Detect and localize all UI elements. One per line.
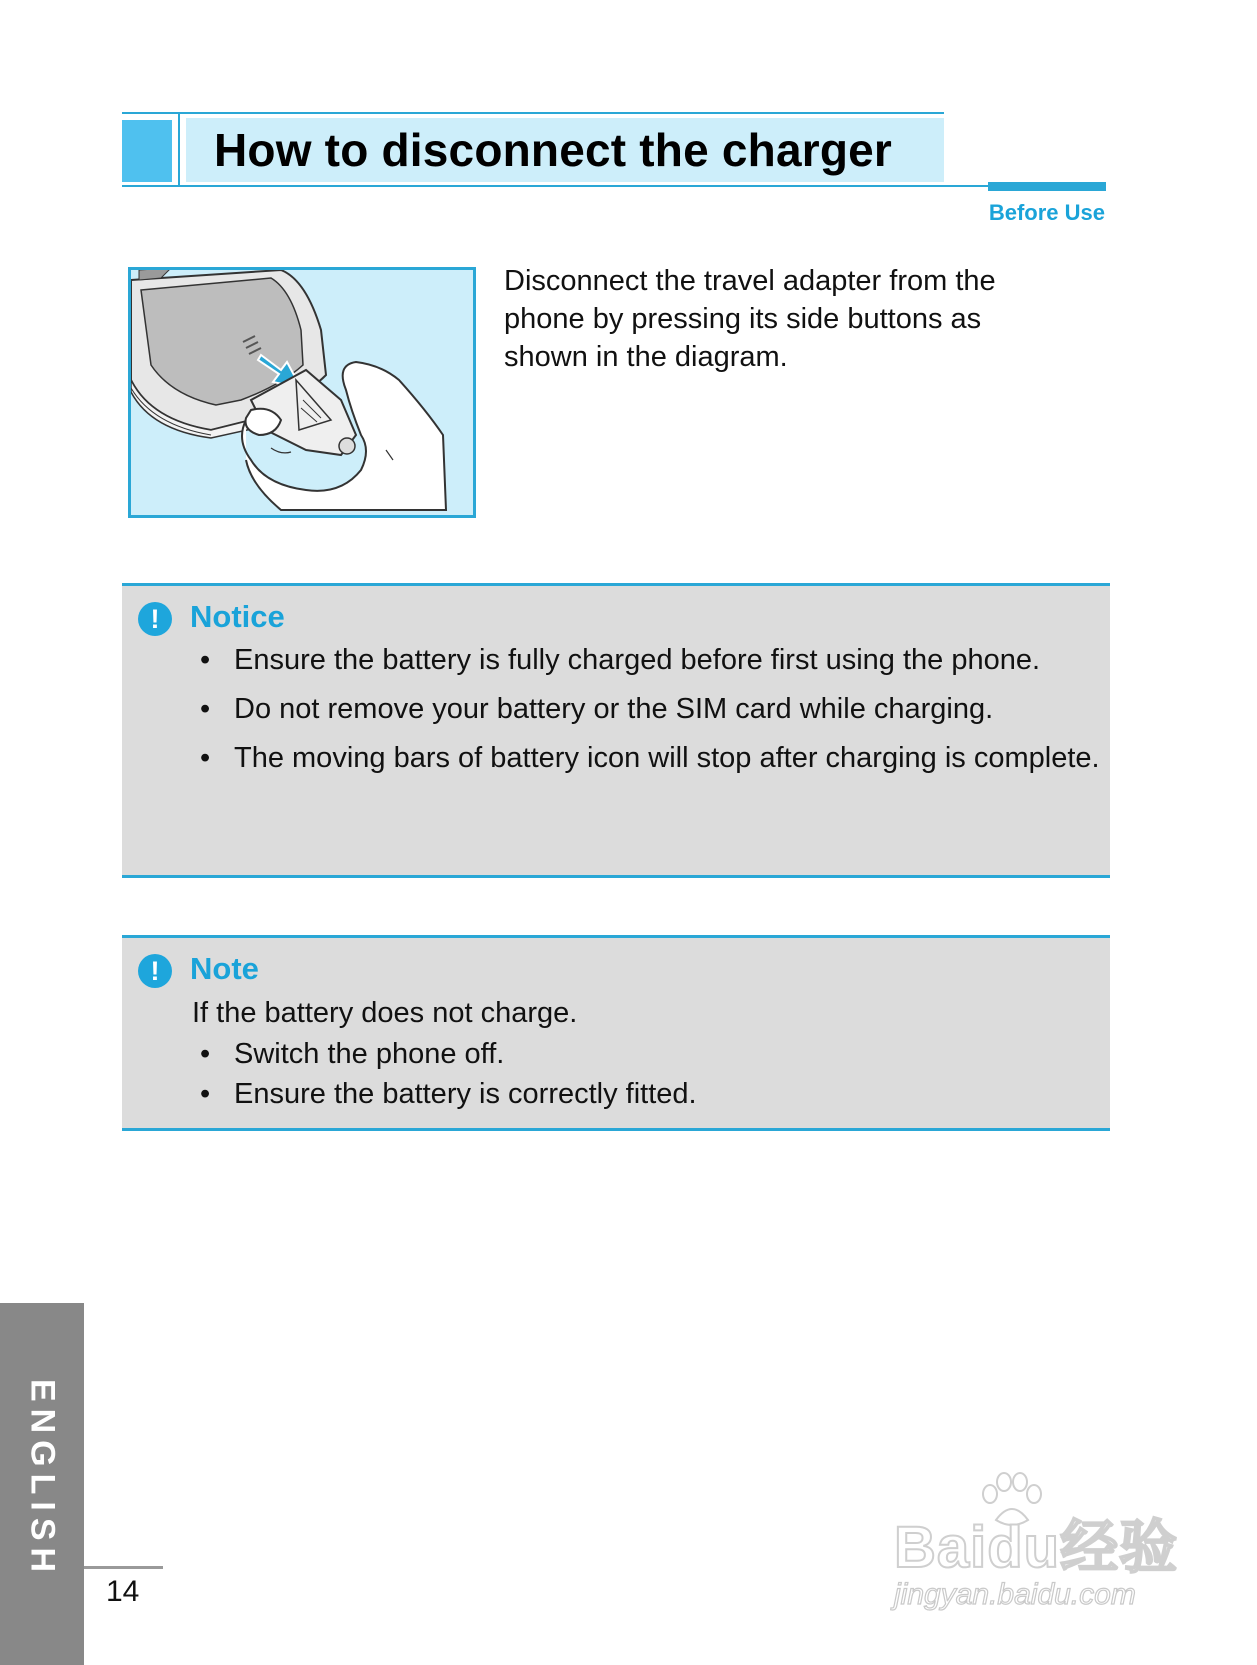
list-item: • The moving bars of battery icon will stop after charging is complete.	[200, 739, 1100, 777]
page-title: How to disconnect the charger	[214, 124, 893, 176]
language-side-tab	[0, 1303, 84, 1665]
title-divider	[178, 114, 180, 185]
title-top-rule	[122, 112, 944, 114]
watermark-brand: Baidu经验	[894, 1515, 1179, 1580]
title-accent-square	[122, 120, 172, 182]
notice-title: Notice	[190, 599, 285, 634]
exclamation-icon: !	[138, 602, 172, 636]
note-list	[200, 1034, 1100, 1114]
list-item: • Ensure the battery is correctly fitted.	[200, 1074, 1100, 1114]
section-label: Before Use	[988, 200, 1105, 225]
charger-disconnect-illustration	[128, 267, 476, 518]
instruction-text: Disconnect the travel adapter from the phone by pressing its side buttons as shown in the diagram.	[504, 265, 996, 373]
notice-box	[122, 583, 1110, 878]
list-item: • Ensure the battery is fully charged before first using the phone.	[200, 641, 1100, 679]
list-item: • Switch the phone off.	[200, 1034, 1100, 1074]
title-bottom-rule	[122, 185, 988, 187]
section-accent-bar	[988, 182, 1106, 191]
side-tab-label: ENGLISH	[23, 1378, 62, 1580]
watermark	[880, 1470, 1200, 1620]
note-intro: If the battery does not charge.	[192, 997, 578, 1029]
watermark-url: jingyan.baidu.com	[894, 1578, 1136, 1611]
note-title: Note	[190, 951, 259, 986]
page-number-rule	[84, 1566, 163, 1569]
exclamation-icon: !	[138, 954, 172, 988]
list-item: • Do not remove your battery or the SIM card while charging.	[200, 690, 1100, 728]
note-box	[122, 935, 1110, 1131]
phone-and-hand-drawing	[131, 270, 473, 515]
notice-list	[200, 641, 1100, 788]
page-number: 14	[106, 1575, 140, 1608]
